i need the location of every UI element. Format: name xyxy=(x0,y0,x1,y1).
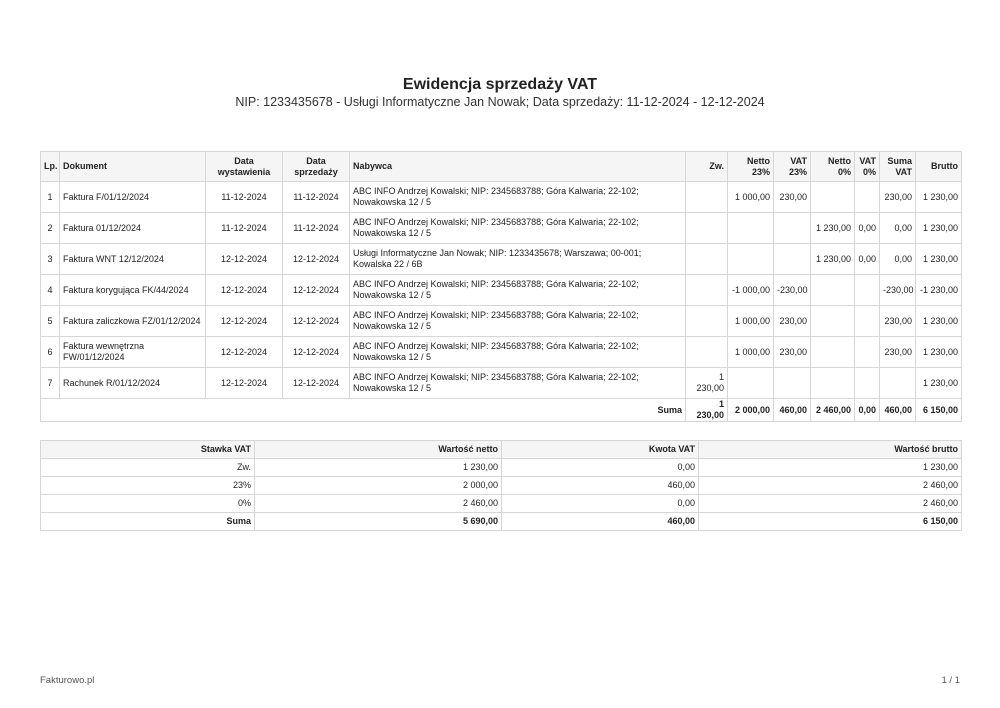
table-row xyxy=(41,182,962,213)
cell-data-sprzedazy: 12-12-2024 xyxy=(283,306,350,337)
cell-brutto: 1 230,00 xyxy=(916,213,962,244)
sum-netto0: 2 460,00 xyxy=(811,399,855,422)
cell-brutto: 1 230,00 xyxy=(916,182,962,213)
cell-zw xyxy=(686,213,728,244)
cell-netto23 xyxy=(728,368,774,399)
cell-vat0: 0,00 xyxy=(855,213,880,244)
sales-sum-row xyxy=(41,399,962,422)
cell-nabywca: Usługi Informatyczne Jan Nowak; NIP: 1233435678; Warszawa; 00-001; Kowalska 22 / 6B xyxy=(350,244,686,275)
cell-netto23: 1 000,00 xyxy=(728,337,774,368)
summary-cell-brutto: 1 230,00 xyxy=(699,459,962,477)
col-header-vat0: VAT 0% xyxy=(855,152,880,182)
cell-vat0 xyxy=(855,368,880,399)
summary-cell-vat: 0,00 xyxy=(502,495,699,513)
cell-lp: 6 xyxy=(41,337,60,368)
cell-suma-vat: 230,00 xyxy=(880,182,916,213)
cell-netto0 xyxy=(811,368,855,399)
cell-dokument: Rachunek R/01/12/2024 xyxy=(60,368,206,399)
cell-lp: 2 xyxy=(41,213,60,244)
cell-nabywca: ABC INFO Andrzej Kowalski; NIP: 2345683788; Góra Kalwaria; 22-102; Nowakowska 12 / 5 xyxy=(350,275,686,306)
table-row xyxy=(41,244,962,275)
cell-vat0 xyxy=(855,182,880,213)
cell-lp: 7 xyxy=(41,368,60,399)
summary-cell-stawka: 0% xyxy=(41,495,255,513)
summary-cell-brutto: 2 460,00 xyxy=(699,477,962,495)
cell-data-wystawienia: 12-12-2024 xyxy=(206,337,283,368)
cell-suma-vat: 0,00 xyxy=(880,244,916,275)
cell-dokument: Faktura wewnętrzna FW/01/12/2024 xyxy=(60,337,206,368)
summary-cell-vat: 460,00 xyxy=(502,477,699,495)
cell-data-wystawienia: 12-12-2024 xyxy=(206,244,283,275)
summary-cell-vat: 0,00 xyxy=(502,459,699,477)
table-row xyxy=(41,495,962,513)
col-header-suma-vat: Suma VAT xyxy=(880,152,916,182)
cell-zw xyxy=(686,182,728,213)
cell-netto23 xyxy=(728,244,774,275)
table-row xyxy=(41,306,962,337)
cell-dokument: Faktura WNT 12/12/2024 xyxy=(60,244,206,275)
cell-netto23: -1 000,00 xyxy=(728,275,774,306)
cell-suma-vat: 230,00 xyxy=(880,306,916,337)
cell-data-wystawienia: 12-12-2024 xyxy=(206,368,283,399)
summary-sum-label: Suma xyxy=(41,513,255,531)
cell-zw xyxy=(686,275,728,306)
col-header-zw: Zw. xyxy=(686,152,728,182)
col-header-data-sprzedazy: Data sprzedaży xyxy=(283,152,350,182)
col-header-stawka: Stawka VAT xyxy=(41,441,255,459)
cell-vat0 xyxy=(855,306,880,337)
cell-brutto: 1 230,00 xyxy=(916,337,962,368)
summary-cell-netto: 1 230,00 xyxy=(255,459,502,477)
summary-sum-brutto: 6 150,00 xyxy=(699,513,962,531)
sum-vat0: 0,00 xyxy=(855,399,880,422)
table-row xyxy=(41,275,962,306)
cell-netto0 xyxy=(811,182,855,213)
cell-data-sprzedazy: 12-12-2024 xyxy=(283,275,350,306)
col-header-lp: Lp. xyxy=(41,152,60,182)
cell-dokument: Faktura zaliczkowa FZ/01/12/2024 xyxy=(60,306,206,337)
cell-lp: 5 xyxy=(41,306,60,337)
cell-data-wystawienia: 12-12-2024 xyxy=(206,275,283,306)
cell-vat23: 230,00 xyxy=(774,306,811,337)
summary-sum-netto: 5 690,00 xyxy=(255,513,502,531)
table-row xyxy=(41,477,962,495)
sum-zw: 1 230,00 xyxy=(686,399,728,422)
cell-lp: 1 xyxy=(41,182,60,213)
col-header-netto23: Netto 23% xyxy=(728,152,774,182)
cell-data-wystawienia: 12-12-2024 xyxy=(206,306,283,337)
cell-netto23: 1 000,00 xyxy=(728,182,774,213)
cell-nabywca: ABC INFO Andrzej Kowalski; NIP: 2345683788; Góra Kalwaria; 22-102; Nowakowska 12 / 5 xyxy=(350,368,686,399)
report-title: Ewidencja sprzedaży VAT xyxy=(402,76,598,93)
summary-sum-row xyxy=(41,513,962,531)
cell-dokument: Faktura F/01/12/2024 xyxy=(60,182,206,213)
col-header-kwota-vat: Kwota VAT xyxy=(502,441,699,459)
cell-vat0 xyxy=(855,337,880,368)
cell-suma-vat xyxy=(880,368,916,399)
cell-suma-vat: 0,00 xyxy=(880,213,916,244)
summary-table-header-row xyxy=(41,441,962,459)
cell-dokument: Faktura korygująca FK/44/2024 xyxy=(60,275,206,306)
footer-brand: Fakturowo.pl xyxy=(40,675,95,686)
col-header-nabywca: Nabywca xyxy=(350,152,686,182)
summary-sum-vat: 460,00 xyxy=(502,513,699,531)
sum-brutto: 6 150,00 xyxy=(916,399,962,422)
sum-suma-vat: 460,00 xyxy=(880,399,916,422)
sum-label: Suma xyxy=(41,399,686,422)
cell-nabywca: ABC INFO Andrzej Kowalski; NIP: 2345683788; Góra Kalwaria; 22-102; Nowakowska 12 / 5 xyxy=(350,337,686,368)
sales-register-table xyxy=(40,151,962,422)
cell-netto0 xyxy=(811,275,855,306)
cell-nabywca: ABC INFO Andrzej Kowalski; NIP: 2345683788; Góra Kalwaria; 22-102; Nowakowska 12 / 5 xyxy=(350,213,686,244)
cell-suma-vat: 230,00 xyxy=(880,337,916,368)
table-row xyxy=(41,459,962,477)
cell-zw: 1 230,00 xyxy=(686,368,728,399)
cell-brutto: 1 230,00 xyxy=(916,244,962,275)
cell-vat23: -230,00 xyxy=(774,275,811,306)
cell-netto23 xyxy=(728,213,774,244)
cell-vat23 xyxy=(774,368,811,399)
summary-cell-stawka: 23% xyxy=(41,477,255,495)
cell-brutto: 1 230,00 xyxy=(916,306,962,337)
cell-data-sprzedazy: 11-12-2024 xyxy=(283,213,350,244)
cell-netto23: 1 000,00 xyxy=(728,306,774,337)
cell-data-sprzedazy: 12-12-2024 xyxy=(283,368,350,399)
cell-dokument: Faktura 01/12/2024 xyxy=(60,213,206,244)
cell-nabywca: ABC INFO Andrzej Kowalski; NIP: 2345683788; Góra Kalwaria; 22-102; Nowakowska 12 / 5 xyxy=(350,182,686,213)
cell-netto0: 1 230,00 xyxy=(811,244,855,275)
cell-lp: 4 xyxy=(41,275,60,306)
cell-vat0 xyxy=(855,275,880,306)
table-row xyxy=(41,337,962,368)
cell-data-wystawienia: 11-12-2024 xyxy=(206,182,283,213)
summary-cell-brutto: 2 460,00 xyxy=(699,495,962,513)
cell-lp: 3 xyxy=(41,244,60,275)
col-header-wartosc-netto: Wartość netto xyxy=(255,441,502,459)
cell-brutto: 1 230,00 xyxy=(916,368,962,399)
cell-vat23: 230,00 xyxy=(774,182,811,213)
table-row xyxy=(41,368,962,399)
table-row xyxy=(41,213,962,244)
col-header-netto0: Netto 0% xyxy=(811,152,855,182)
summary-cell-netto: 2 000,00 xyxy=(255,477,502,495)
cell-zw xyxy=(686,337,728,368)
report-subtitle: NIP: 1233435678 - Usługi Informatyczne Jan Nowak; Data sprzedaży: 11-12-2024 - 12-12-2024 xyxy=(235,95,765,109)
cell-nabywca: ABC INFO Andrzej Kowalski; NIP: 2345683788; Góra Kalwaria; 22-102; Nowakowska 12 / 5 xyxy=(350,306,686,337)
summary-cell-netto: 2 460,00 xyxy=(255,495,502,513)
cell-vat0: 0,00 xyxy=(855,244,880,275)
cell-netto0 xyxy=(811,306,855,337)
cell-brutto: -1 230,00 xyxy=(916,275,962,306)
cell-suma-vat: -230,00 xyxy=(880,275,916,306)
cell-data-sprzedazy: 12-12-2024 xyxy=(283,244,350,275)
footer-page-number: 1 / 1 xyxy=(941,675,960,686)
col-header-data-wystawienia: Data wystawienia xyxy=(206,152,283,182)
cell-vat23: 230,00 xyxy=(774,337,811,368)
sales-table-header-row xyxy=(41,152,962,182)
cell-netto0 xyxy=(811,337,855,368)
vat-summary-table xyxy=(40,440,962,531)
col-header-dokument: Dokument xyxy=(60,152,206,182)
col-header-vat23: VAT 23% xyxy=(774,152,811,182)
cell-vat23 xyxy=(774,213,811,244)
col-header-wartosc-brutto: Wartość brutto xyxy=(699,441,962,459)
cell-zw xyxy=(686,306,728,337)
cell-data-wystawienia: 11-12-2024 xyxy=(206,213,283,244)
sum-vat23: 460,00 xyxy=(774,399,811,422)
cell-vat23 xyxy=(774,244,811,275)
cell-data-sprzedazy: 11-12-2024 xyxy=(283,182,350,213)
cell-zw xyxy=(686,244,728,275)
sum-netto23: 2 000,00 xyxy=(728,399,774,422)
cell-data-sprzedazy: 12-12-2024 xyxy=(283,337,350,368)
summary-cell-stawka: Zw. xyxy=(41,459,255,477)
col-header-brutto: Brutto xyxy=(916,152,962,182)
cell-netto0: 1 230,00 xyxy=(811,213,855,244)
